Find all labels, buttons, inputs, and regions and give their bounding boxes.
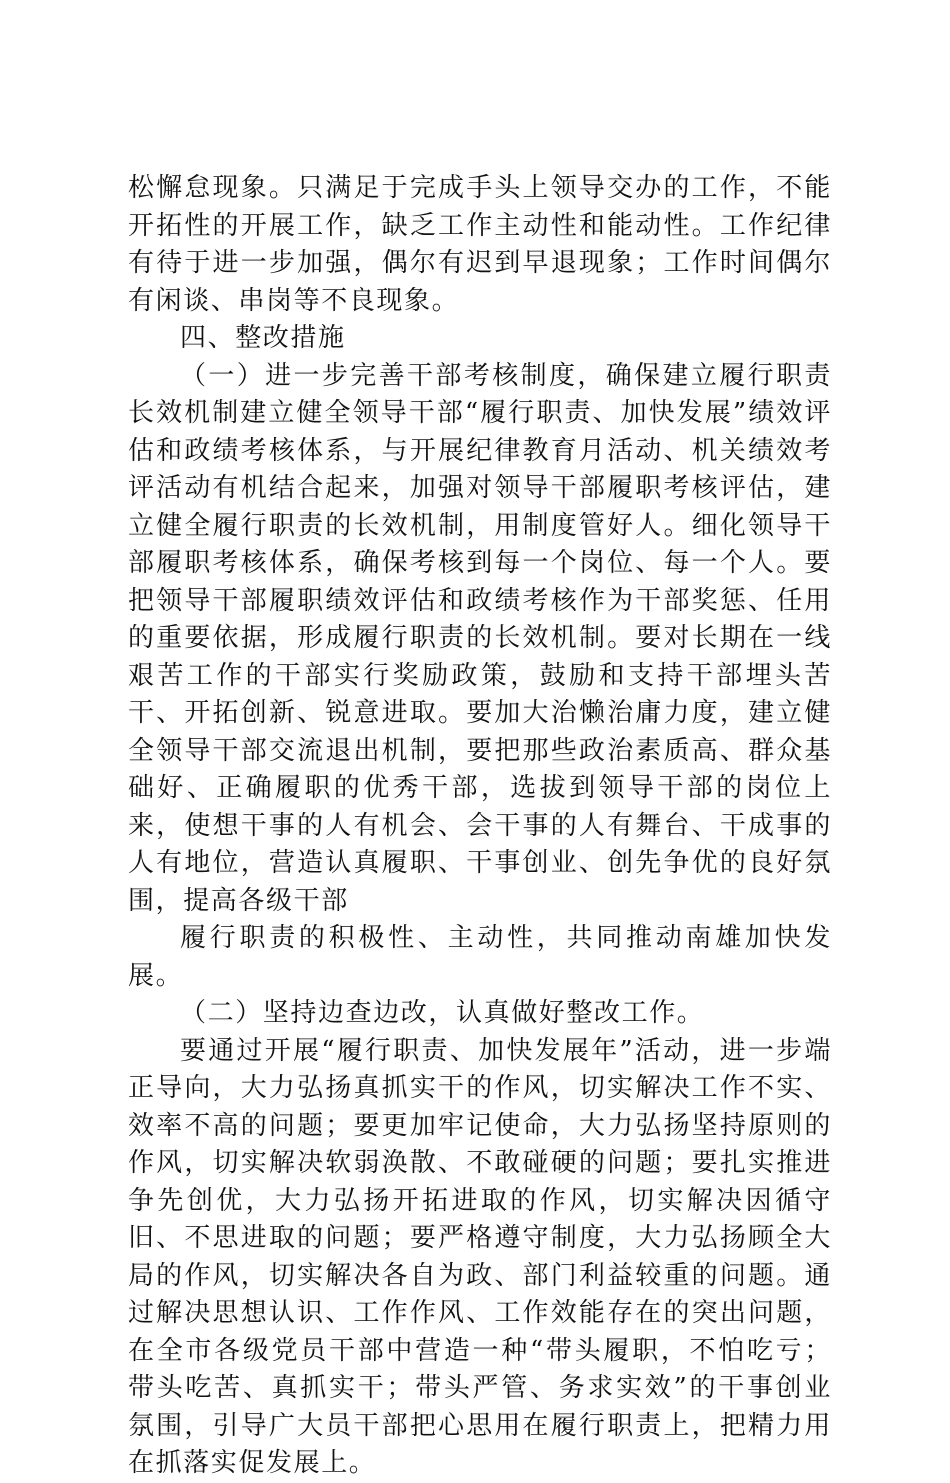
section-heading-rectification: 四、整改措施 [180,323,346,353]
paragraph-measure-one-tail: 履行职责的积极性、主动性，共同推动南雄加快发展。 [128,923,832,991]
subheading-measure-two: （二）坚持边查边改，认真做好整改工作。 [180,998,705,1028]
document-body [128,170,832,1483]
paragraph-measure-two: 要通过开展“履行职责、加快发展年”活动，进一步端正导向，大力弘扬真抓实干的作风，切实解决工作不实、效率不高的问题；要更加牢记使命，大力弘扬坚持原则的作风，切实解决软弱涣散、不敢碰硬的问题；要扎实推进争先创优，大力弘扬开拓进取的作风，切实解决因循守旧、不思进取的问题；要严格遵守制度，大力弘扬顾全大局的作风，切实解决各自为政、部门利益较重的问题。通过解决思想认识、工作作风、工作效能存在的突出问题，在全市各级党员干部中营造一种“带头履职，不怕吃亏；带头吃苦、真抓实干；带头严管、务求实效”的干事创业氛围，引导广大员干部把心思用在履行职责上，把精力用在抓落实促发展上。 [128,1035,832,1478]
paragraph-measure-one: （一）进一步完善干部考核制度，确保建立履行职责长效机制建立健全领导干部“履行职责、加快发展”绩效评估和政绩考核体系，与开展纪律教育月活动、机关绩效考评活动有机结合起来，加强对领导干部履职考核评估，建立健全履行职责的长效机制，用制度管好人。细化领导干部履职考核体系，确保考核到每一个岗位、每一个人。要把领导干部履职绩效评估和政绩考核作为干部奖惩、任用的重要依据，形成履行职责的长效机制。要对长期在一线艰苦工作的干部实行奖励政策，鼓励和支持干部埋头苦干、开拓创新、锐意进取。要加大治懒治庸力度，建立健全领导干部交流退出机制，要把那些政治素质高、群众基础好、正确履职的优秀干部，选拔到领导干部的岗位上来，使想干事的人有机会、会干事的人有舞台、干成事的人有地位，营造认真履职、干事创业、创先争优的良好氛围，提高各级干部 [128,360,832,916]
paragraph-continuation: 松懈怠现象。只满足于完成手头上领导交办的工作，不能开拓性的开展工作，缺乏工作主动性和能动性。工作纪律有待于进一步加强，偶尔有迟到早退现象；工作时间偶尔有闲谈、串岗等不良现象。 [128,173,832,316]
